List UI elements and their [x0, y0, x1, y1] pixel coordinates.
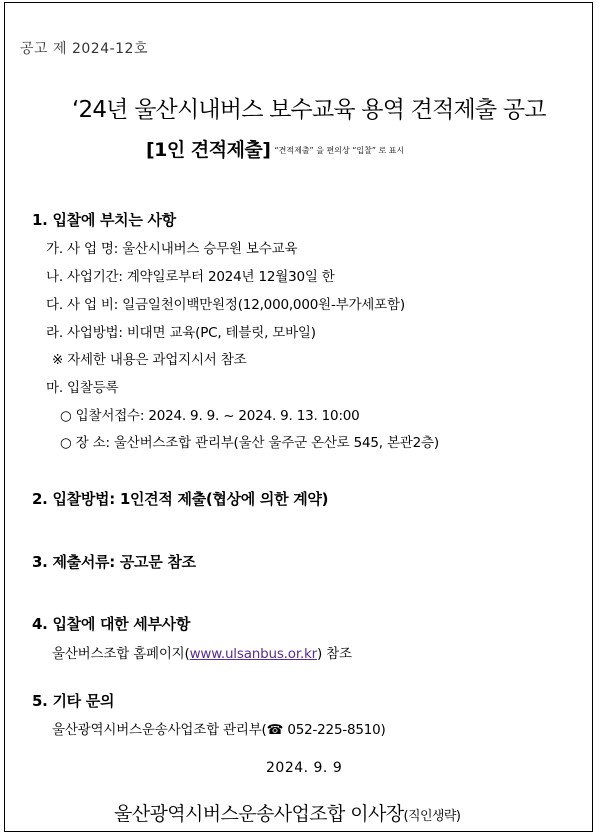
section1-item-registration: 마. 입찰등록: [46, 380, 119, 396]
section1-note: ※ 자세한 내용은 과업지시서 참조: [52, 352, 247, 368]
issuer: [114, 799, 460, 826]
notice-date: 2024. 9. 9: [266, 760, 343, 776]
seal-note: (직인생략): [403, 809, 461, 824]
section1-item-method: 라. 사업방법: 비대면 교육(PC, 테블릿, 모바일): [46, 325, 316, 341]
section4-line-prefix: 울산버스조합 홈페이지(: [52, 646, 190, 662]
section1-item-period: 나. 사업기간: 계약일로부터 2024년 12월30일 한: [46, 269, 335, 285]
section1-item-project-name: 가. 사 업 명: 울산시내버스 승무원 보수교육: [46, 241, 298, 257]
notice-number: 공고 제 2024-12호: [20, 41, 148, 57]
section5-contact: 울산광역시버스운송사업조합 관리부(☎ 052-225-8510): [52, 722, 386, 738]
section1-heading: 1. 입찰에 부치는 사항: [32, 211, 176, 229]
subtitle: [146, 135, 404, 162]
homepage-link[interactable]: www.ulsanbus.or.kr: [189, 646, 318, 662]
section5-heading: 5. 기타 문의: [32, 692, 115, 710]
section4-heading: 4. 입찰에 대한 세부사항: [32, 615, 191, 633]
section4-line: [52, 642, 352, 662]
issuer-name: 울산광역시버스운송사업조합 이사장: [114, 803, 404, 825]
section3-heading: 3. 제출서류: 공고문 참조: [32, 553, 196, 571]
section1-submission-period: ○ 입찰서접수: 2024. 9. 9. ~ 2024. 9. 13. 10:00: [60, 408, 360, 424]
section2-heading: 2. 입찰방법: 1인견적 제출(협상에 의한 계약): [32, 490, 329, 508]
section1-submission-place: ○ 장 소: 울산버스조합 관리부(울산 울주군 온산로 545, 본관2층): [60, 435, 439, 451]
section1-item-budget: 다. 사 업 비: 일금일천이백만원정(12,000,000원-부가세포함): [46, 297, 405, 313]
section4-line-suffix: ) 참조: [317, 646, 352, 662]
page-title: ‘24년 울산시내버스 보수교육 용역 견적제출 공고: [72, 97, 546, 123]
subtitle-note: “견적제출” 을 편의상 “입찰” 로 표시: [274, 146, 405, 155]
subtitle-main: [1인 견적제출]: [146, 139, 271, 161]
